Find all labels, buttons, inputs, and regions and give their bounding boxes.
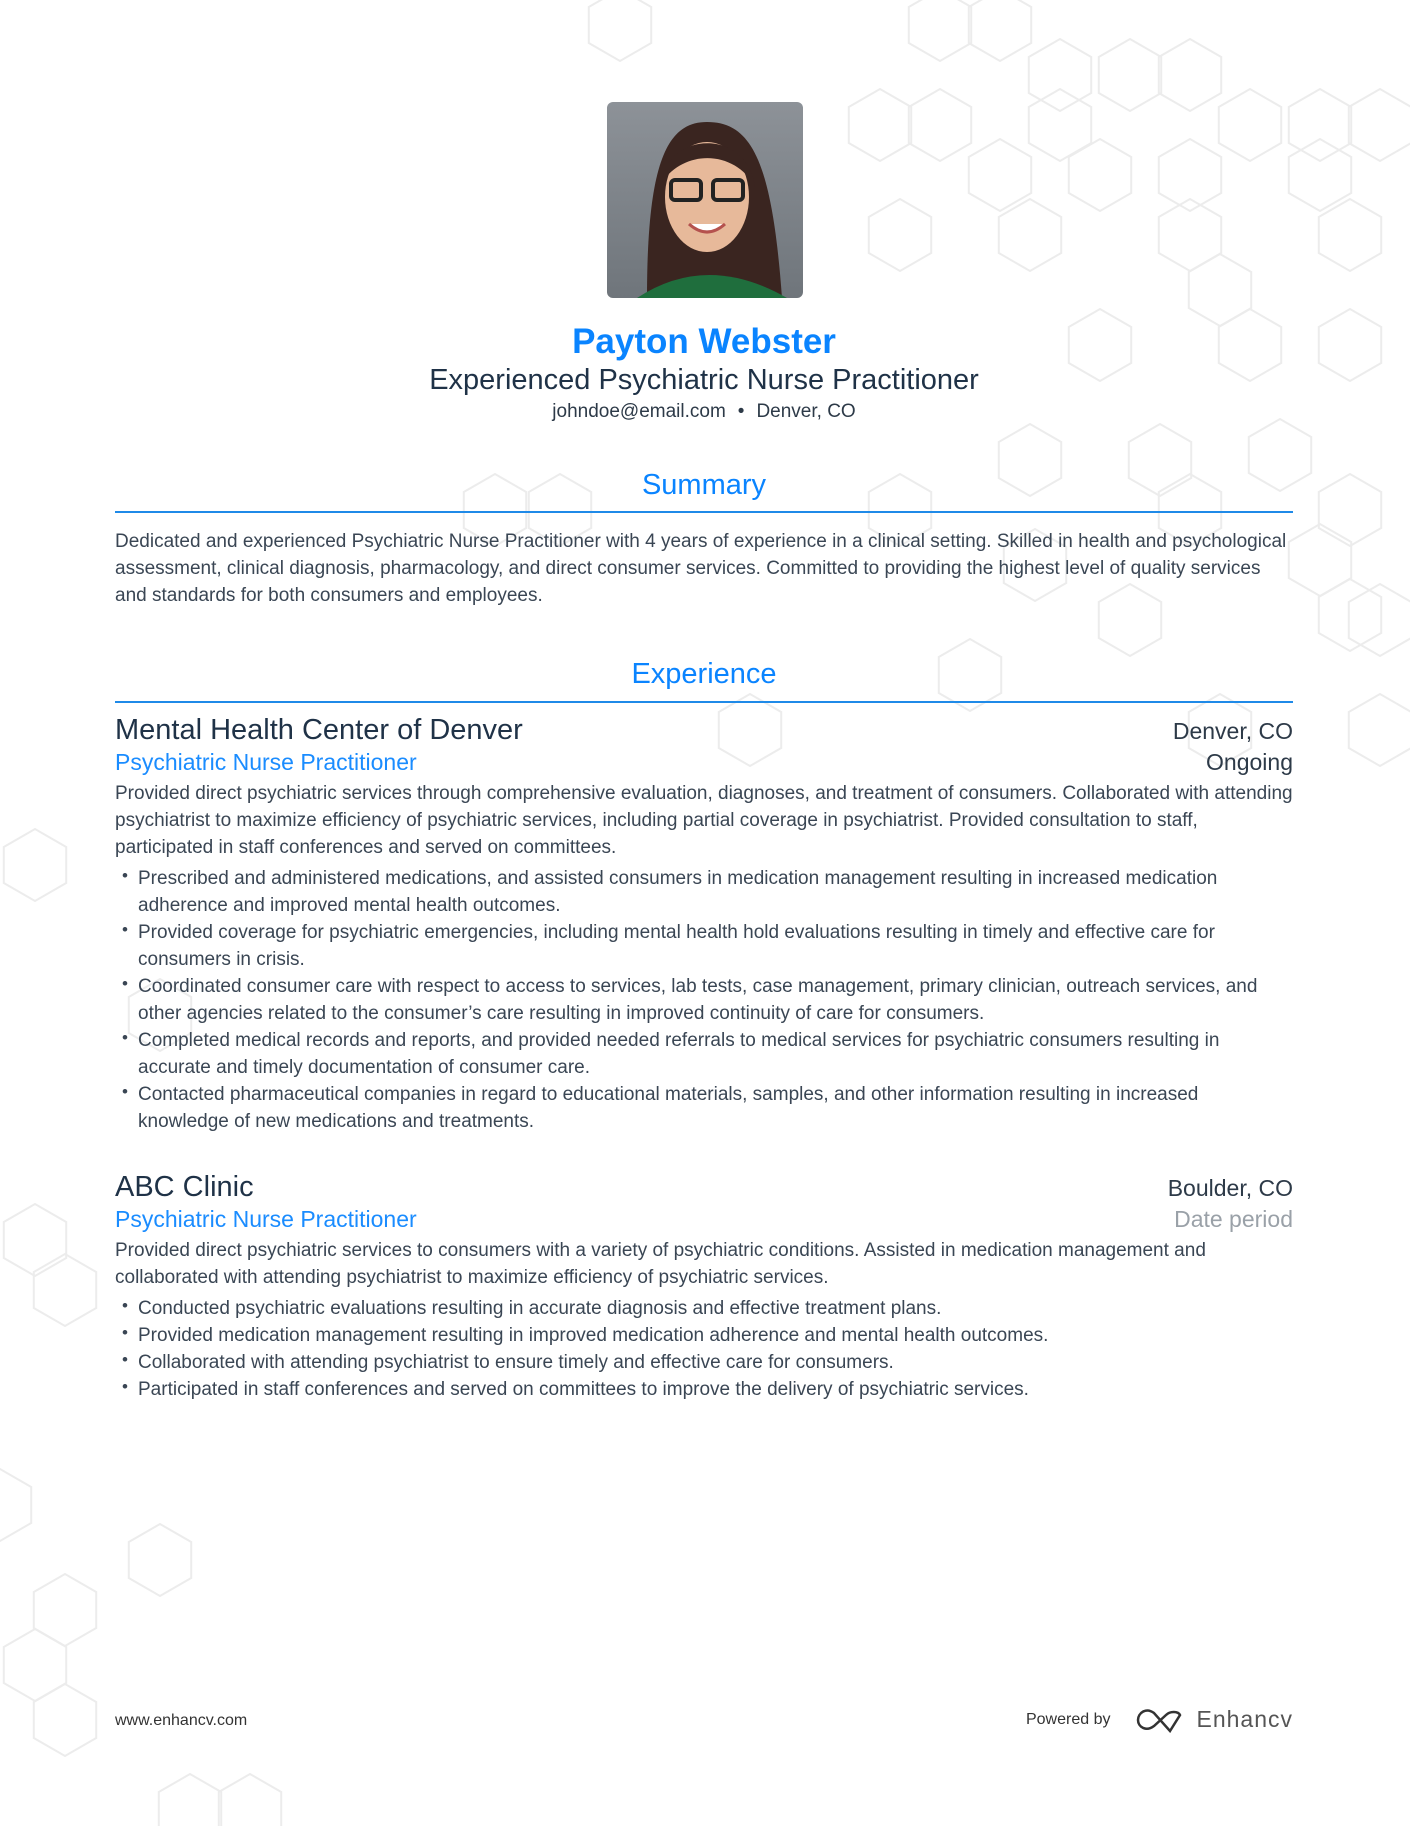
experience-divider bbox=[115, 701, 1293, 703]
hexagon-shape bbox=[909, 0, 971, 61]
hexagon-shape bbox=[1349, 89, 1410, 161]
location: Denver, CO bbox=[756, 401, 856, 422]
job-role: Psychiatric Nurse Practitioner bbox=[115, 1206, 417, 1232]
hexagon-shape bbox=[1319, 199, 1381, 271]
hexagon-shape bbox=[869, 199, 931, 271]
hexagon-shape bbox=[909, 89, 971, 161]
bullet-item: • Provided coverage for psychiatric emergencies, including mental health hold evaluations resulting in timely and effective care for consumers in crisis. bbox=[115, 919, 1293, 973]
bullet-item: • Participated in staff conferences and served on committees to improve the delivery of psychiatric services. bbox=[115, 1376, 1293, 1403]
hexagon-shape bbox=[34, 1574, 96, 1646]
hexagon-shape bbox=[4, 1629, 66, 1701]
hexagon-shape bbox=[1029, 39, 1091, 111]
contact-info bbox=[115, 401, 1293, 423]
hexagon-shape bbox=[34, 1684, 96, 1756]
job-description: Provided direct psychiatric services through comprehensive evaluation, diagnoses, and treatment of consumers. Collaborated with attending psychiatrist to maximize efficiency of psychiatric services, including partial coverage in psychiatrist. Provided consultation to staff, participated in staff conferences and served on committees. bbox=[115, 783, 1293, 858]
powered-by-label: Powered by bbox=[1025, 1710, 1111, 1728]
company-name: ABC Clinic bbox=[115, 1171, 254, 1203]
hexagon-shape bbox=[4, 829, 66, 901]
bullet-item: • Prescribed and administered medications, and assisted consumers in medication management resulting in increased medication adherence and improved mental health outcomes. bbox=[115, 865, 1293, 919]
bullet-item: • Conducted psychiatric evaluations resulting in accurate diagnosis and effective treatment plans. bbox=[115, 1295, 1293, 1322]
hexagon-shape bbox=[1349, 694, 1410, 766]
hexagon-shape bbox=[999, 199, 1061, 271]
bullet-item: • Provided medication management resulting in improved medication adherence and mental health outcomes. bbox=[115, 1322, 1293, 1349]
hexagon-shape bbox=[849, 89, 911, 161]
hexagon-shape bbox=[159, 1774, 221, 1826]
hexagon-shape bbox=[1159, 139, 1221, 211]
website-link[interactable]: www.enhancv.com bbox=[115, 1712, 248, 1729]
job-location: Boulder, CO bbox=[1167, 1175, 1293, 1201]
summary-text: Dedicated and experienced Psychiatric Nurse Practitioner with 4 years of experience in a clinical setting. Skilled in health and psychological assessment, clinical diagnosis, pharmacology, and direct consumer services. Committed to providing the highest level of quality services and standards for both consumers and employees. bbox=[115, 531, 1287, 606]
job-description: Provided direct psychiatric services to consumers with a variety of psychiatric conditions. Assisted in medication management and collaborated with attending psychiatrist to maximize efficiency of psychiatric services. bbox=[115, 1240, 1206, 1288]
hexagon-shape bbox=[1319, 474, 1381, 546]
hexagon-shape bbox=[219, 1774, 281, 1826]
separator: • bbox=[737, 401, 745, 422]
enhancv-logo-icon bbox=[1136, 1707, 1184, 1733]
email-link[interactable]: johndoe@email.com bbox=[552, 401, 726, 422]
job-bullets bbox=[115, 865, 1293, 1135]
hexagon-shape bbox=[1319, 309, 1381, 381]
hexagon-shape bbox=[1289, 524, 1351, 596]
job-location: Denver, CO bbox=[1172, 718, 1293, 744]
hexagon-shape bbox=[1349, 584, 1410, 656]
job-entry bbox=[115, 1171, 1293, 1403]
hexagon-shape bbox=[129, 1524, 191, 1596]
hexagon-shape bbox=[1189, 254, 1251, 326]
bullet-item: • Collaborated with attending psychiatrist to ensure timely and effective care for consumers. bbox=[115, 1349, 1293, 1376]
bullet-item: • Coordinated consumer care with respect to access to services, lab tests, case management, primary clinician, outreach services, and other agencies related to the consumer’s care resulting in improved continuity of care for consumers. bbox=[115, 973, 1293, 1027]
powered-by bbox=[1026, 1706, 1293, 1733]
candidate-title: Experienced Psychiatric Nurse Practitioner bbox=[429, 364, 979, 396]
profile-photo bbox=[607, 102, 803, 298]
hexagon-shape bbox=[1099, 39, 1161, 111]
job-role: Psychiatric Nurse Practitioner bbox=[115, 749, 417, 775]
hexagon-shape bbox=[969, 139, 1031, 211]
hexagon-shape bbox=[1289, 139, 1351, 211]
hexagon-shape bbox=[1219, 89, 1281, 161]
candidate-name: Payton Webster bbox=[572, 322, 836, 361]
summary-divider bbox=[115, 511, 1293, 513]
enhancv-brand: Enhancv bbox=[1196, 1706, 1293, 1732]
job-entry bbox=[115, 714, 1293, 1135]
company-name: Mental Health Center of Denver bbox=[115, 714, 523, 746]
hexagon-shape bbox=[34, 1254, 96, 1326]
summary-heading: Summary bbox=[641, 469, 767, 501]
hexagon-shape bbox=[1289, 89, 1351, 161]
hexagon-shape bbox=[1159, 199, 1221, 271]
job-bullets bbox=[115, 1295, 1293, 1403]
experience-heading: Experience bbox=[631, 658, 777, 690]
hexagon-shape bbox=[1159, 39, 1221, 111]
hexagon-shape bbox=[0, 1469, 31, 1541]
job-date: Date period bbox=[1174, 1206, 1293, 1232]
hexagon-shape bbox=[4, 1204, 66, 1276]
hexagon-shape bbox=[969, 0, 1031, 61]
bullet-item: • Contacted pharmaceutical companies in regard to educational materials, samples, and other information resulting in increased knowledge of new medications and treatments. bbox=[115, 1081, 1293, 1135]
job-date: Ongoing bbox=[1206, 749, 1293, 775]
hexagon-shape bbox=[589, 0, 651, 61]
bullet-item: • Completed medical records and reports, and provided needed referrals to medical services for psychiatric consumers resulting in accurate and timely documentation of consumer care. bbox=[115, 1027, 1293, 1081]
